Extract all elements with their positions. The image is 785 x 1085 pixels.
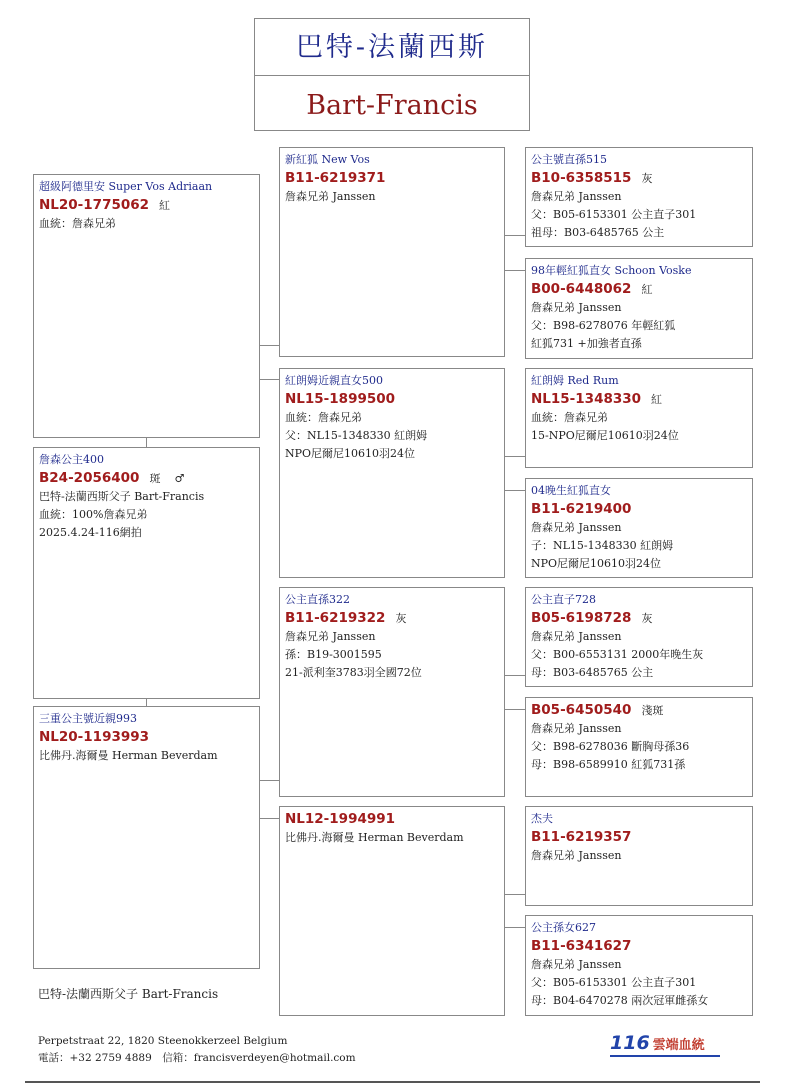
pigeon-detail-line: 比佛丹.海爾曼 Herman Beverdam <box>285 831 464 844</box>
connector-line <box>505 894 525 895</box>
great-grandparent-card-1 <box>525 147 753 247</box>
ring-number: NL15-1348330 <box>531 391 642 407</box>
feather-color: 紅 <box>159 199 171 212</box>
connector-line <box>505 675 525 676</box>
pigeon-name: 公主直孫322 <box>285 593 350 606</box>
ring-number-row <box>531 701 747 720</box>
pigeon-detail-line: 詹森兄弟 Janssen <box>531 190 622 203</box>
pigeon-detail-line: 比佛丹.海爾曼 Herman Beverdam <box>39 749 218 762</box>
pigeon-detail-line: 21-派利奎3783羽全國72位 <box>285 666 422 679</box>
sire-card <box>33 174 260 438</box>
ring-number: NL15-1899500 <box>285 391 396 407</box>
subject-pigeon-card <box>33 447 260 699</box>
owner-title-chinese: 巴特-法蘭西斯 <box>255 19 529 76</box>
feather-color: 紅 <box>641 283 653 296</box>
connector-line <box>146 699 147 706</box>
feather-color: 斑 <box>149 472 161 485</box>
pigeon-name: 公主直子728 <box>531 593 596 606</box>
ring-number-row <box>531 937 747 956</box>
pigeon-detail-line: 紅狐731 +加強者直孫 <box>531 337 642 350</box>
pigeon-name: 公主號直孫515 <box>531 153 607 166</box>
ring-number-row <box>39 469 254 488</box>
pigeon-detail-line: NPO尼爾尼10610羽24位 <box>285 447 416 460</box>
pigeon-name: 紅朗姆近親直女500 <box>285 374 383 387</box>
connector-line <box>260 818 279 819</box>
ring-number: NL20-1775062 <box>39 197 150 213</box>
ring-number: NL12-1994991 <box>285 811 396 827</box>
ring-number-row <box>285 810 499 829</box>
logo-number: 116 <box>610 1032 650 1054</box>
pigeon-name: 公主孫女627 <box>531 921 596 934</box>
cloud-pedigree-logo <box>610 1032 705 1054</box>
pigeon-detail-line: 詹森兄弟 Janssen <box>285 190 376 203</box>
pigeon-name: 三重公主號近親993 <box>39 712 137 725</box>
ring-number: B11-6219400 <box>531 501 632 517</box>
ring-number: B00-6448062 <box>531 281 632 297</box>
connector-line <box>505 456 525 457</box>
great-grandparent-card-2 <box>525 258 753 359</box>
connector-line <box>260 780 279 781</box>
pigeon-detail-line: 詹森兄弟 Janssen <box>531 301 622 314</box>
great-grandparent-card-7 <box>525 806 753 906</box>
pigeon-detail-line: 血統：詹森兄弟 <box>285 411 362 424</box>
pigeon-detail-line: 父：B05-6153301 公主直子301 <box>531 208 697 221</box>
ring-number: B24-2056400 <box>39 470 140 486</box>
pigeon-detail-line: 2025.4.24-116網拍 <box>39 526 142 539</box>
pigeon-detail-line: 詹森兄弟 Janssen <box>531 521 622 534</box>
connector-line <box>505 270 525 271</box>
pigeon-detail-line: 父：NL15-1348330 紅朗姆 <box>285 429 428 442</box>
pigeon-detail-line: 血統：詹森兄弟 <box>39 217 116 230</box>
great-grandparent-card-3 <box>525 368 753 468</box>
dam-card <box>33 706 260 969</box>
pigeon-detail-line: 15-NPO尼爾尼10610羽24位 <box>531 429 679 442</box>
contact-block <box>38 1033 356 1067</box>
great-grandparent-card-8 <box>525 915 753 1016</box>
pigeon-detail-line: NPO尼爾尼10610羽24位 <box>531 557 662 570</box>
ring-number: B11-6341627 <box>531 938 632 954</box>
pigeon-name: 04晚生紅狐直女 <box>531 484 611 497</box>
logo-underline <box>610 1055 720 1057</box>
connector-line <box>260 379 279 380</box>
pigeon-name: 詹森公主400 <box>39 453 104 466</box>
pigeon-detail-line: 母：B04-6470278 兩次冠軍雌孫女 <box>531 994 709 1007</box>
bottom-divider <box>25 1081 760 1083</box>
connector-line <box>505 490 525 491</box>
paternal-granddam-card <box>279 368 505 578</box>
pigeon-name: 新紅狐 New Vos <box>285 153 370 166</box>
connector-line <box>505 709 525 710</box>
pigeon-detail-line: 詹森兄弟 Janssen <box>531 958 622 971</box>
feather-color: 灰 <box>641 172 653 185</box>
ring-number-row <box>531 280 747 299</box>
pigeon-detail-line: 父：B00-6553131 2000年晚生灰 <box>531 648 704 661</box>
ring-number-row <box>531 390 747 409</box>
pigeon-detail-line: 詹森兄弟 Janssen <box>531 630 622 643</box>
ring-number: B11-6219357 <box>531 829 632 845</box>
ring-number: NL20-1193993 <box>39 729 150 745</box>
owner-title-english: Bart-Francis <box>306 90 478 121</box>
connector-line <box>505 235 525 236</box>
pigeon-detail-line: 血統：詹森兄弟 <box>531 411 608 424</box>
ring-number-row <box>285 169 499 188</box>
pigeon-detail-line: 祖母：B03-6485765 公主 <box>531 226 665 239</box>
phone-email-text: 電話：+32 2759 4889 信箱：francisverdeyen@hotmail.com <box>38 1052 356 1064</box>
pigeon-detail-line: 孫：B19-3001595 <box>285 648 382 661</box>
ring-number: B05-6450540 <box>531 702 632 718</box>
ring-number-row <box>531 169 747 188</box>
ring-number-row <box>39 728 254 747</box>
ring-number-row <box>285 390 499 409</box>
male-sex-icon: ♂ <box>174 472 185 485</box>
owner-signature: 巴特-法蘭西斯父子 Bart-Francis <box>38 987 219 1001</box>
ring-number-row <box>531 500 747 519</box>
ring-number: B05-6198728 <box>531 610 632 626</box>
connector-line <box>260 345 279 346</box>
pigeon-detail-line: 父：B98-6278076 年輕紅狐 <box>531 319 676 332</box>
feather-color: 淺斑 <box>641 704 664 717</box>
logo-text: 雲端血統 <box>652 1038 705 1053</box>
feather-color: 紅 <box>651 393 663 406</box>
connector-line <box>505 927 525 928</box>
ring-number: B10-6358515 <box>531 170 632 186</box>
great-grandparent-card-4 <box>525 478 753 578</box>
great-grandparent-card-6 <box>525 697 753 797</box>
pigeon-detail-line: 父：B05-6153301 公主直子301 <box>531 976 697 989</box>
ring-number-row <box>285 609 499 628</box>
pigeon-name: 98年輕紅狐直女 Schoon Voske <box>531 264 692 277</box>
pigeon-detail-line: 詹森兄弟 Janssen <box>531 849 622 862</box>
feather-color: 灰 <box>395 612 407 625</box>
great-grandparent-card-5 <box>525 587 753 687</box>
ring-number-row <box>531 828 747 847</box>
pigeon-detail-line: 父：B98-6278036 斷胸母孫36 <box>531 740 690 753</box>
ring-number-row <box>39 196 254 215</box>
maternal-granddam-card <box>279 806 505 1016</box>
feather-color: 灰 <box>641 612 653 625</box>
address-text: Perpetstraat 22, 1820 Steenokkerzeel Belgium <box>38 1035 288 1047</box>
pigeon-detail-line: 詹森兄弟 Janssen <box>531 722 622 735</box>
pigeon-detail-line: 巴特-法蘭西斯父子 Bart-Francis <box>39 490 205 503</box>
ring-number: B11-6219371 <box>285 170 386 186</box>
ring-number-row <box>531 609 747 628</box>
paternal-grandsire-card <box>279 147 505 357</box>
pigeon-name: 紅朗姆 Red Rum <box>531 374 619 387</box>
maternal-grandsire-card <box>279 587 505 797</box>
pigeon-detail-line: 子：NL15-1348330 紅朗姆 <box>531 539 674 552</box>
connector-line <box>146 438 147 447</box>
pigeon-detail-line: 母：B03-6485765 公主 <box>531 666 654 679</box>
pigeon-detail-line: 詹森兄弟 Janssen <box>285 630 376 643</box>
pedigree-header <box>254 18 530 131</box>
pigeon-name: 超級阿德里安 Super Vos Adriaan <box>39 180 213 193</box>
ring-number: B11-6219322 <box>285 610 386 626</box>
pigeon-name: 杰夫 <box>531 812 553 825</box>
pigeon-detail-line: 母：B98-6589910 紅狐731孫 <box>531 758 686 771</box>
pigeon-detail-line: 血統：100%詹森兄弟 <box>39 508 148 521</box>
